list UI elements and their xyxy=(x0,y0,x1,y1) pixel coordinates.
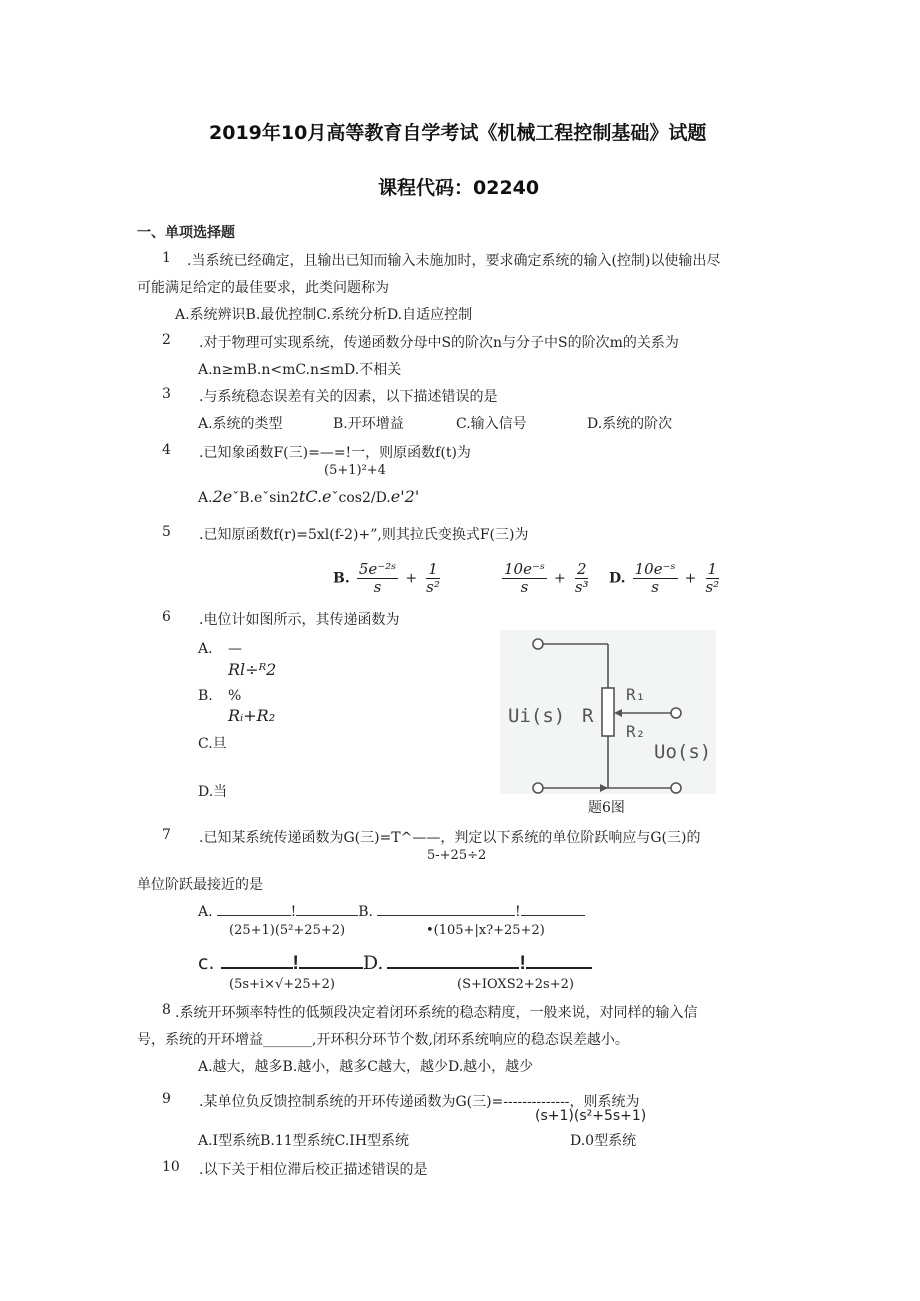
plus-sign: + xyxy=(405,570,418,587)
q7-option-b: B. xyxy=(358,904,373,920)
q7-option-c-denominator: (5s+i×√+25+2) xyxy=(229,977,335,992)
q7-option-a-denominator: (25+1)(5²+25+2) xyxy=(229,923,346,938)
q5-option-d-term2: $\frac{1}{\text{s²}}$ xyxy=(705,560,720,596)
q7-option-c: c. xyxy=(198,952,215,974)
q7-option-b-numerator-line xyxy=(377,903,515,916)
q7-option-c-numerator-line xyxy=(221,951,293,969)
output-top-terminal xyxy=(671,708,681,718)
q7-text: .已知某系统传递函数为G(三)=T^——，判定以下系统的单位阶跃响应与G(三)的 xyxy=(199,830,701,846)
q3-option-b: B.开环增益 xyxy=(333,416,404,432)
q7-text-line2: 单位阶跃最接近的是 xyxy=(137,877,263,893)
q6-option-a-label: A. xyxy=(198,641,213,657)
q3-option-d: D.系统的阶次 xyxy=(587,416,673,432)
q7-option-c-excl: ! xyxy=(292,953,299,974)
q3-number: 3 xyxy=(162,386,171,402)
q7-option-d-denominator: (S+IOXS2+2s+2) xyxy=(457,977,574,992)
q5-option-d-term1: $\frac{\text{10e⁻ˢ}}{s}$ xyxy=(634,560,676,596)
q5-option-b-label: B. xyxy=(333,570,350,587)
q7-options-ab xyxy=(198,903,585,920)
q1-number: 1 xyxy=(162,250,171,266)
q7-option-a-line2 xyxy=(296,903,358,916)
q5-option-d xyxy=(609,561,723,595)
q7-option-d-excl: ! xyxy=(519,953,526,974)
q1-text-line1: .当系统已经确定，且输出已知而输入未施加时，要求确定系统的输入(控制)以使输出尽 xyxy=(187,253,721,269)
course-code: 课程代码：02240 xyxy=(378,177,540,199)
q5-option-b-term1: $\frac{\text{5e⁻²ˢ}}{s}$ xyxy=(358,560,397,596)
q4-number: 4 xyxy=(162,442,171,458)
q7-option-b-line2 xyxy=(521,903,585,916)
q7-option-b-denominator: •(105+|x?+25+2) xyxy=(426,923,545,938)
q2-number: 2 xyxy=(162,332,171,348)
q6-option-a-expr: Rl÷ᴿ2 xyxy=(228,660,277,679)
label-uo: Uo(s) xyxy=(654,741,712,763)
q4-option-c: tC.e xyxy=(298,487,332,506)
q8-number: 8 xyxy=(162,1002,171,1018)
q6-option-c: C.旦 xyxy=(198,736,227,752)
q8-options: A.越大，越多B.越小，越多C越大，越少D.越小，越少 xyxy=(198,1059,534,1075)
q4-text: .已知象函数F(三)=—=!一，则原函数f(t)为 xyxy=(199,445,471,461)
q6-figure-caption: 题6图 xyxy=(588,800,625,816)
input-top-terminal xyxy=(533,639,543,649)
q2-text: .对于物理可实现系统，传递函数分母中S的阶次n与分子中S的阶次m的关系为 xyxy=(199,335,679,351)
q9-option-d: D.0型系统 xyxy=(570,1133,637,1149)
q7-option-d-line2 xyxy=(526,951,592,969)
q10-number: 10 xyxy=(162,1159,180,1175)
q5-number: 5 xyxy=(162,524,171,540)
q6-option-b-expr: Rᵢ+R₂ xyxy=(228,706,276,725)
q9-denominator: (s+1)(s²+5s+1) xyxy=(535,1108,647,1124)
q4-option-b: ˇB.e xyxy=(232,490,263,506)
potentiometer-circuit xyxy=(500,630,716,794)
q6-option-d: D.当 xyxy=(198,784,228,800)
q8-text-line1: .系统开环频率特性的低频段决定着闭环系统的稳态精度，一般来说，对同样的输入信 xyxy=(175,1005,698,1021)
q9-text-main: .某单位负反馈控制系统的开环传递函数为G(三)= xyxy=(199,1094,504,1110)
junction-arrow xyxy=(600,784,608,792)
q7-option-d-numerator-line xyxy=(387,951,519,969)
resistor xyxy=(602,688,614,736)
q7-number: 7 xyxy=(162,827,171,843)
q3-text: .与系统稳态误差有关的因素，以下描述错误的是 xyxy=(199,389,498,405)
q8-text-line2: 号，系统的开环增益_______,开环积分环节个数,闭环系统响应的稳态误差越小。 xyxy=(137,1032,629,1048)
q6-option-b-label: B. xyxy=(198,688,213,704)
q4-option-a-expr: 2e xyxy=(212,487,233,506)
plus-sign: + xyxy=(684,570,697,587)
label-r: R xyxy=(582,705,594,727)
label-r2: R₂ xyxy=(626,722,646,741)
q9-number: 9 xyxy=(162,1091,171,1107)
q4-option-c-cos: ˇcos2/D. xyxy=(331,490,391,506)
input-bottom-terminal xyxy=(533,783,543,793)
q6-option-a-line: — xyxy=(228,641,242,657)
label-r1: R₁ xyxy=(626,685,646,704)
q7-option-b-excl: ! xyxy=(514,904,521,920)
q1-options: A.系统辨识B.最优控制C.系统分析D.自适应控制 xyxy=(175,307,473,323)
q6-option-b-line: % xyxy=(228,688,242,704)
q9-fraction-dashes: -------------- xyxy=(503,1094,570,1110)
q5-text: .已知原函数f(r)=5xl(f-2)+”,则其拉氏变换式F(三)为 xyxy=(199,527,529,543)
q6-number: 6 xyxy=(162,609,171,625)
q5-option-b-term2: $\frac{1}{\text{s²}}$ xyxy=(426,560,440,596)
q9-text-end: ，则系统为 xyxy=(569,1094,640,1110)
q7-option-a-excl: ! xyxy=(290,904,297,920)
q3-option-c: C.输入信号 xyxy=(456,416,527,432)
q1-text-line2: 可能满足给定的最佳要求，此类问题称为 xyxy=(137,280,389,296)
page-title: 2019年10月高等教育自学考试《机械工程控制基础》试题 xyxy=(209,122,707,144)
q4-option-d-expr: e'2' xyxy=(390,487,420,506)
label-ui: Ui(s) xyxy=(508,705,566,727)
q9-options-abc: A.I型系统B.11型系统C.IH型系统 xyxy=(198,1133,410,1149)
q7-options-cd xyxy=(198,951,592,975)
q4-option-b-sin: ˇsin2 xyxy=(262,490,299,506)
q4-denominator: (5+1)²+4 xyxy=(324,463,386,478)
q4-options xyxy=(198,487,419,506)
q4-option-a-label: A. xyxy=(198,490,213,506)
q7-option-d: D. xyxy=(362,952,384,974)
q7-option-a-numerator-line xyxy=(217,903,291,916)
q5-option-c-term1: $\frac{\text{10e⁻ˢ}}{s}$ xyxy=(504,560,545,596)
q3-option-a: A.系统的类型 xyxy=(198,416,283,432)
q5-option-c xyxy=(500,561,593,595)
q6-figure xyxy=(500,630,716,794)
wiper-arrow xyxy=(614,709,622,717)
q7-option-a: A. xyxy=(198,904,213,920)
q5-option-c-term2: $\frac{2}{\text{s³}}$ xyxy=(574,560,589,596)
q2-options: A.n≥mB.n<mC.n≤mD.不相关 xyxy=(198,362,402,378)
plus-sign: + xyxy=(554,570,566,587)
q5-option-b xyxy=(333,561,444,595)
q7-denominator: 5-+25÷2 xyxy=(427,848,487,863)
q10-text: .以下关于相位滞后校正描述错误的是 xyxy=(199,1162,428,1178)
q5-option-d-label: D. xyxy=(609,570,626,587)
section-title: 一、单项选择题 xyxy=(137,225,235,241)
q7-option-c-line2 xyxy=(299,951,363,969)
q6-text: .电位计如图所示，其传递函数为 xyxy=(199,612,400,628)
output-bottom-terminal xyxy=(671,783,681,793)
